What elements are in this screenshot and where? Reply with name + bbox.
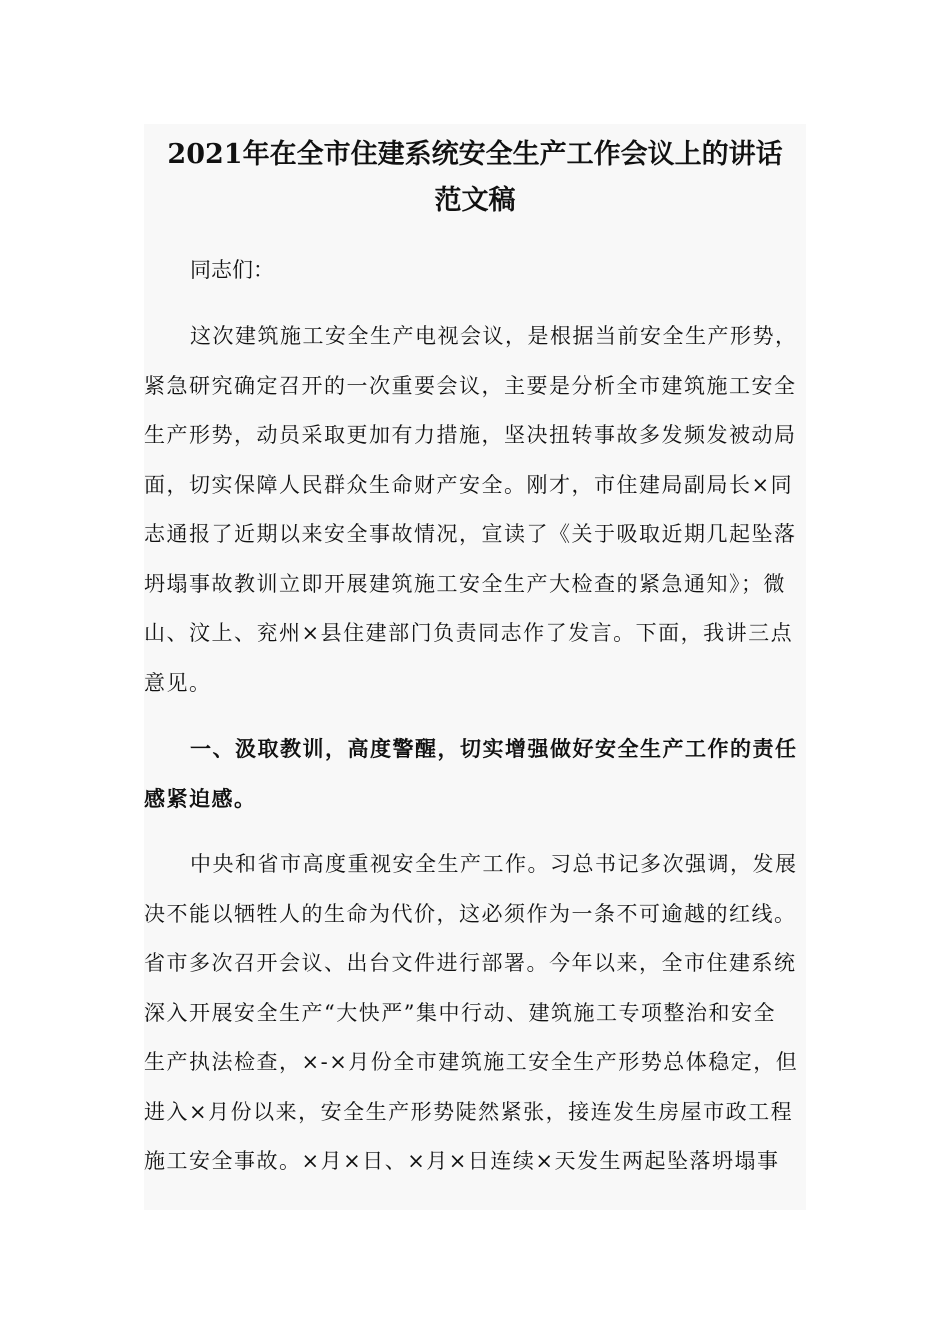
text-line: 施工安全事故。×月×日、×月×日连续×天发生两起坠落坍塌事	[144, 1149, 780, 1173]
document-title	[144, 132, 806, 224]
title-line: 范文稿	[434, 185, 516, 216]
text-line: 生产形势，动员采取更加有力措施，坚决扭转事故多发频发被动局	[144, 423, 797, 447]
paragraph-section-1	[144, 840, 806, 1187]
salutation: 同志们：	[190, 258, 274, 282]
text-line: 志通报了近期以来安全事故情况，宣读了《关于吸取近期几起坠落	[144, 522, 797, 546]
text-line: 省市多次召开会议、出台文件进行部署。今年以来，全市住建系统	[144, 951, 797, 975]
text-line: 决不能以牺牲人的生命为代价，这必须作为一条不可逾越的红线。	[144, 901, 797, 926]
text-line: 意见。	[144, 670, 212, 695]
text-line: 进入×月份以来，安全生产形势陡然紧张，接连发生房屋市政工程	[144, 1099, 794, 1124]
text-line: 这次建筑施工安全生产电视会议，是根据当前安全生产形势，	[190, 324, 798, 348]
text-line: 感紧迫感。	[144, 785, 257, 811]
text-line: 坍塌事故教训立即开展建筑施工安全生产大检查的紧急通知》；微	[144, 571, 786, 596]
document-page	[144, 124, 806, 1210]
text-line: 紧急研究确定召开的一次重要会议，主要是分析全市建筑施工安全	[144, 373, 797, 398]
title-line: 2021年在全市住建系统安全生产工作会议上的讲话	[167, 139, 783, 170]
text-line: 生产执法检查，×-×月份全市建筑施工安全生产形势总体稳定，但	[144, 1050, 799, 1074]
paragraph-intro	[144, 312, 806, 708]
section-heading	[144, 724, 806, 823]
text-line: 深入开展安全生产“大快严”集中行动、建筑施工专项整治和安全	[144, 1000, 776, 1025]
text-line: 中央和省市高度重视安全生产工作。习总书记多次强调，发展	[190, 852, 798, 876]
text-line: 一、汲取教训，高度警醒，切实增强做好安全生产工作的责任	[190, 736, 798, 761]
text-line: 山、汶上、兖州×县住建部门负责同志作了发言。下面，我讲三点	[144, 621, 794, 645]
text-line: 面，切实保障人民群众生命财产安全。刚才，市住建局副局长×同	[144, 472, 794, 497]
